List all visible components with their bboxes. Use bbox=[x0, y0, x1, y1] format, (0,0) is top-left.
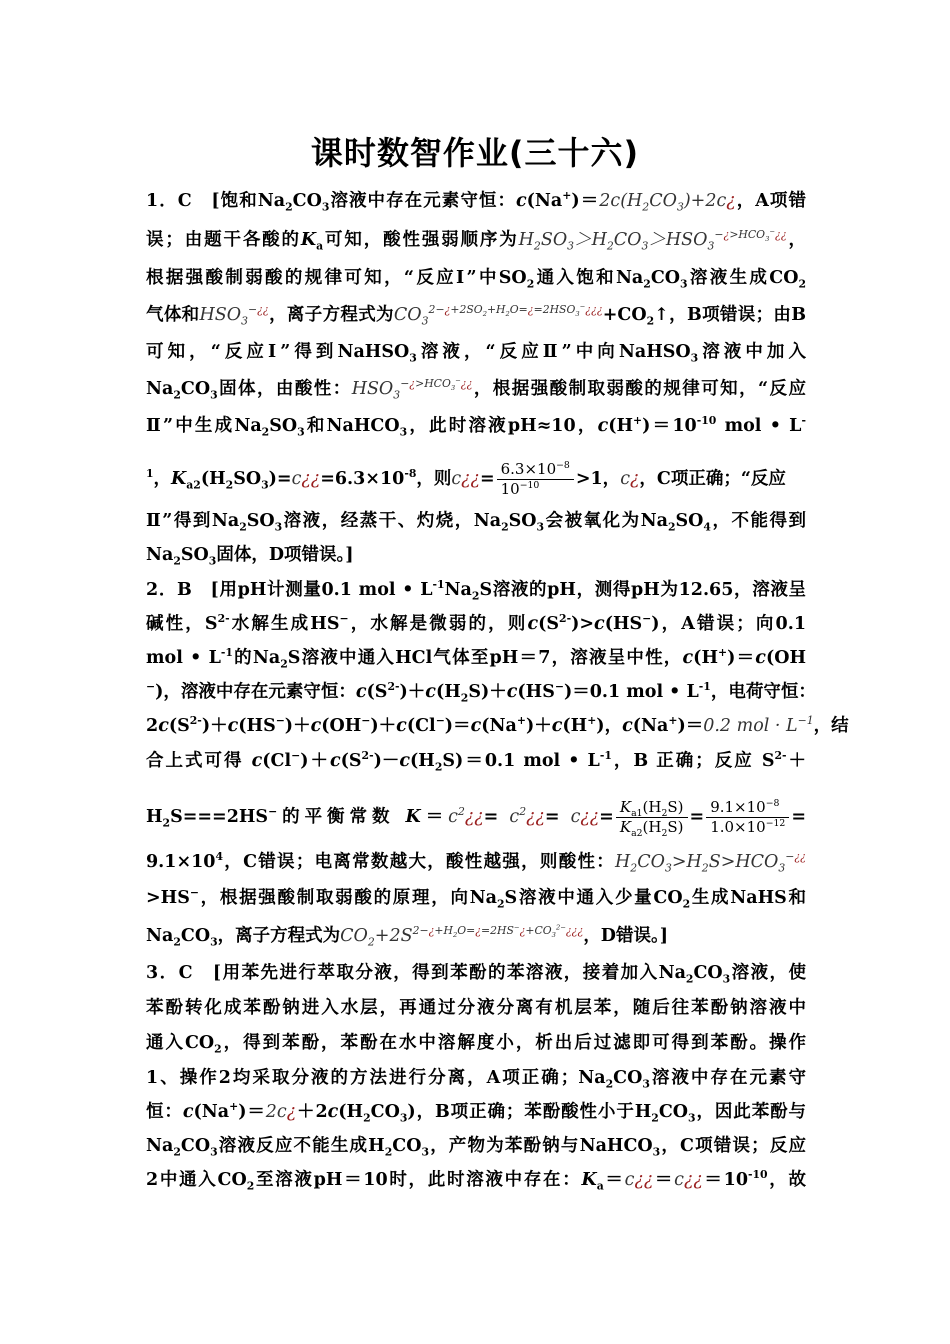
text-line: Ⅱ”得到$Na_2SO_3$溶液，经蒸干、灼烧，$Na_2SO_3$会被氧化为$Na_2SO_4$，不能得到 bbox=[146, 511, 806, 534]
text-line: 1．C [饱和$Na_2CO_3$溶液中存在元素守恒：$c(Na^+)=2c(H_2CO_3)+2c¿$，A项错 bbox=[146, 189, 806, 214]
text-line: $2c(S^{2-})+c(HS^-)+c(OH^-)+c(Cl^-)=c(Na^+)+c(H^+)$，c(Na+)＝0.2 mol · $L^{-1}$，结 bbox=[146, 714, 849, 736]
text-line: >HS−，根据强酸制取弱酸的原理，向$Na_2S$溶液中通入少量$CO_2$生成NaHS和 bbox=[146, 886, 806, 911]
text-line: Ⅱ”中生成$Na_2SO_3$和NaHCO$_3$，此时溶液pH≈10，$c(H^+)=10^{-10}$ mol • L- bbox=[146, 414, 807, 439]
text-line: 苯酚转化成苯酚钠进入水层，再通过分液分离有机层苯，随后往苯酚钠溶液中 bbox=[146, 998, 806, 1018]
text-line: $9.1\times 10^4$，C错误；电离常数越大，酸性越强，则酸性：$H_2CO_3>H_2S>HCO_3^{-¿¿}$ bbox=[146, 850, 806, 875]
text-line: 通入$CO_2$，得到苯酚，苯酚在水中溶解度小，析出后过滤即可得到苯酚。操作 bbox=[146, 1033, 806, 1056]
text-line: 2．B [用pH计测量0.1 mol • $L^{-1}Na_2S$溶液的pH，测得pH为12.65，溶液呈 bbox=[146, 578, 806, 603]
text-line: 可知，“反应Ⅰ”得到NaHSO$_3$溶液，“反应Ⅱ”中向NaHSO$_3$溶液中加入 bbox=[146, 342, 806, 365]
text-line: $Na_2SO_3$固体，D项错误。] bbox=[146, 545, 354, 568]
text-line: 碱性，$S^{2-}$水解生成HS−，水解是微弱的，则$c(S^{2-})>c(HS^-)$，A错误；向0.1 bbox=[146, 612, 807, 634]
text-line: 合上式可得 $c(Cl^-)+c(S^{2-})-c(H_2S)=0.1$ mol • $L^{-1}$，B 正确；反应 $S^{2-}+$ bbox=[146, 749, 807, 774]
text-line: 根据强酸制弱酸的规律可知，“反应Ⅰ”中$SO_2$通入饱和$Na_2CO_3$溶液生成$CO_2$ bbox=[146, 268, 806, 291]
text-line: 恒：$c(Na^+)=2c¿+2c(H_2CO_3)$，B项正确；苯酚酸性小于$H_2CO_3$，因此苯酚与 bbox=[146, 1100, 807, 1125]
text-line: $^1$，$K_{a2}(H_2SO_3)=c¿¿=6.3\times 10^{-8}$，则c¿¿= $\frac{6.3\times 10^{-8}}{10^{-10}}$ >1，c¿，C项正确；“反应 bbox=[146, 460, 786, 498]
text-line: 1、操作2均采取分液的方法进行分离，A项正确；$Na_2CO_3$溶液中存在元素守 bbox=[146, 1068, 807, 1091]
text-line: $Na_2CO_3$溶液反应不能生成$H_2CO_3$，产物为苯酚钠与NaHCO$_3$，C项错误；反应 bbox=[146, 1136, 806, 1159]
text-line: 3．C [用苯先进行萃取分液，得到苯酚的苯溶液，接着加入$Na_2CO_3$溶液，使 bbox=[146, 963, 806, 986]
text-line: $Na_2CO_3$固体，由酸性：$HSO_3^{-¿>HCO_3^-¿¿}$，根据强酸制取弱酸的规律可知，“反应 bbox=[146, 376, 806, 402]
text-line: 气体和$HSO_3^{-¿¿}$，离子方程式为$CO_3^{2-¿+2SO_2+H_2O=¿=2HSO_3^-¿¿¿}+CO_2↑$，B项错误；由B bbox=[146, 302, 807, 328]
text-line: $Na_2CO_3$，离子方程式为$CO_2+2S^{2-¿+H_2O=¿=2HS^-¿+CO_3^{2-}¿¿¿}$，D错误。] bbox=[146, 923, 669, 949]
page-title: 课时数智作业(三十六) bbox=[310, 134, 640, 172]
text-line: 误；由题干各酸的$K_a$可知，酸性强弱顺序为$H_2SO_3>H_2CO_3>HSO_3^{-¿>HCO_3^-¿¿}$， bbox=[146, 227, 807, 253]
text-line: −)，溶液中存在元素守恒：$c(S^{2-})+c(H_2S)+c(HS^-)=0.1$ mol • $L^{-1}$，电荷守恒： bbox=[146, 680, 816, 705]
text-line: 2中通入$CO_2$至溶液pH＝10时，此时溶液中存在：$K_a=c¿¿=c¿¿=10^{-10}$，故 bbox=[146, 1168, 807, 1193]
text-line: mol • $L^{-1}$的$Na_2S$溶液中通入HCl气体至pH＝7，溶液呈中性，c(H+)＝c(OH bbox=[146, 646, 806, 671]
text-line: $H_2S===2HS^-$的平衡常数 $K=c^2¿¿=$ $c^2¿¿=$ c¿¿= $\frac{K_{a1}(H_2S)}{K_{a2}(H_2S)}$ = $\frac{9.1\times 10^{-8}}{1.0\times 10^{-12}}$ = bbox=[146, 798, 807, 839]
